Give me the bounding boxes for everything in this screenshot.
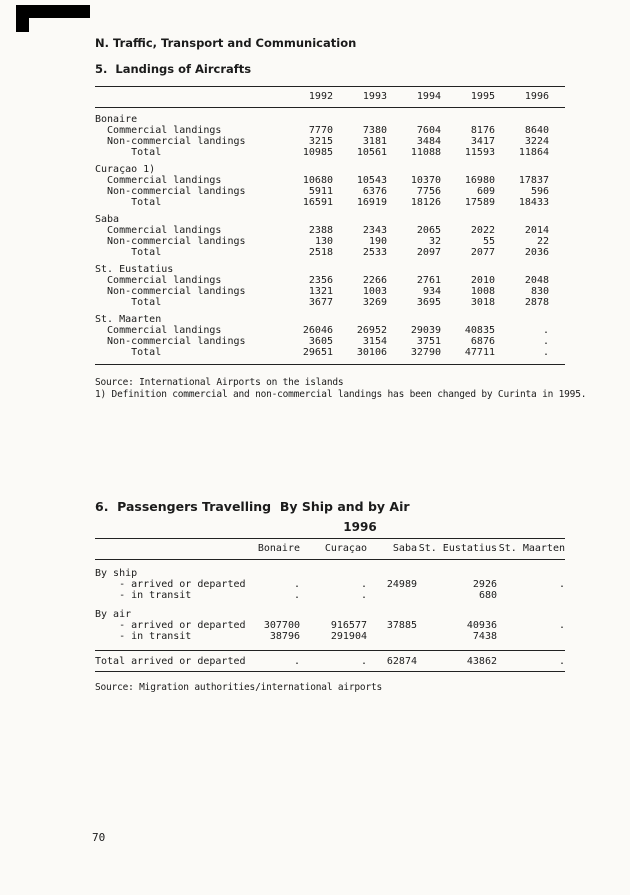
value-cell: 3751 bbox=[416, 336, 441, 347]
value-cell: 37885 bbox=[386, 620, 417, 631]
value-cell: 830 bbox=[530, 286, 549, 297]
year-header-row bbox=[95, 87, 565, 108]
total-row bbox=[95, 651, 565, 672]
value-cell: 596 bbox=[530, 186, 549, 197]
empty-header-cell bbox=[95, 539, 225, 560]
value-cell: 1003 bbox=[362, 286, 387, 297]
value-cell: 190 bbox=[368, 236, 387, 247]
value-cell: 16591 bbox=[302, 197, 333, 208]
data-row bbox=[95, 579, 565, 590]
group-label: St. Eustatius bbox=[95, 264, 174, 275]
value-cell: 7756 bbox=[416, 186, 441, 197]
column-header: Curaçao bbox=[300, 539, 367, 560]
value-cell: . bbox=[558, 579, 565, 590]
value-cell: 29039 bbox=[410, 325, 441, 336]
value-cell: 2761 bbox=[416, 275, 441, 286]
value-cell: 6876 bbox=[470, 336, 495, 347]
data-row bbox=[95, 175, 565, 186]
passengers-table bbox=[95, 538, 565, 672]
value-cell: 2036 bbox=[524, 247, 549, 258]
value-cell bbox=[497, 590, 565, 601]
value-cell: 11088 bbox=[410, 147, 441, 158]
value-cell: 934 bbox=[422, 286, 441, 297]
data-row bbox=[95, 631, 565, 651]
data-row bbox=[95, 347, 565, 365]
value-cell: 32 bbox=[428, 236, 441, 247]
group-label: Saba bbox=[95, 214, 120, 225]
value-cell: 3417 bbox=[470, 136, 495, 147]
value-cell: 7604 bbox=[416, 125, 441, 136]
data-row bbox=[95, 286, 565, 297]
year-header: 1993 bbox=[349, 87, 403, 108]
value-cell: 6376 bbox=[362, 186, 387, 197]
row-label: - arrived or departed bbox=[95, 579, 246, 590]
total-row-label: Total arrived or departed bbox=[95, 651, 225, 672]
value-cell: 32790 bbox=[410, 347, 441, 358]
value-cell: 2343 bbox=[362, 225, 387, 236]
value-cell: 3605 bbox=[308, 336, 333, 347]
value-cell: 2097 bbox=[416, 247, 441, 258]
year-header: 1992 bbox=[295, 87, 349, 108]
value-cell: 2266 bbox=[362, 275, 387, 286]
data-row bbox=[95, 297, 565, 308]
row-label: - in transit bbox=[95, 631, 192, 642]
total-cell: 43862 bbox=[417, 651, 497, 672]
value-cell: 10985 bbox=[302, 147, 333, 158]
value-cell: 10561 bbox=[356, 147, 387, 158]
value-cell: 26046 bbox=[302, 325, 333, 336]
data-row bbox=[95, 186, 565, 197]
value-cell: 3215 bbox=[308, 136, 333, 147]
section-6-source: Source: Migration authorities/international airports bbox=[95, 682, 383, 693]
value-cell: 17589 bbox=[464, 197, 495, 208]
value-cell: 5911 bbox=[308, 186, 333, 197]
row-label: Total bbox=[95, 147, 162, 158]
data-row bbox=[95, 125, 565, 136]
value-cell: 18433 bbox=[518, 197, 549, 208]
value-cell: 2010 bbox=[470, 275, 495, 286]
value-cell: 10370 bbox=[410, 175, 441, 186]
year-header: 1995 bbox=[457, 87, 511, 108]
data-row bbox=[95, 147, 565, 158]
value-cell: 3018 bbox=[470, 297, 495, 308]
value-cell: 7380 bbox=[362, 125, 387, 136]
row-label: Non-commercial landings bbox=[95, 286, 246, 297]
value-cell: 18126 bbox=[410, 197, 441, 208]
value-cell: 3695 bbox=[416, 297, 441, 308]
value-cell: 3484 bbox=[416, 136, 441, 147]
data-row bbox=[95, 197, 565, 208]
row-label: Commercial landings bbox=[95, 125, 222, 136]
value-cell: 11593 bbox=[464, 147, 495, 158]
total-cell: . bbox=[497, 651, 565, 672]
value-cell: 609 bbox=[476, 186, 495, 197]
row-label: Non-commercial landings bbox=[95, 186, 246, 197]
value-cell: . bbox=[293, 590, 300, 601]
group-label: Curaçao 1) bbox=[95, 164, 156, 175]
row-label: Non-commercial landings bbox=[95, 236, 246, 247]
value-cell: 1008 bbox=[470, 286, 495, 297]
row-label: Commercial landings bbox=[95, 225, 222, 236]
total-cell: . bbox=[225, 651, 300, 672]
value-cell: 2878 bbox=[524, 297, 549, 308]
value-cell bbox=[367, 590, 417, 601]
value-cell: 22 bbox=[536, 236, 549, 247]
value-cell: 680 bbox=[478, 590, 497, 601]
total-cell: . bbox=[300, 651, 367, 672]
data-row bbox=[95, 275, 565, 286]
value-cell: 3154 bbox=[362, 336, 387, 347]
value-cell: 1321 bbox=[308, 286, 333, 297]
value-cell: 16980 bbox=[464, 175, 495, 186]
group-label: Bonaire bbox=[95, 114, 138, 125]
value-cell: 40936 bbox=[466, 620, 497, 631]
value-cell: . bbox=[293, 579, 300, 590]
section-5-title: 5. Landings of Aircrafts bbox=[95, 62, 252, 76]
value-cell: 16919 bbox=[356, 197, 387, 208]
value-cell: 38796 bbox=[269, 631, 300, 642]
row-label: Commercial landings bbox=[95, 275, 222, 286]
data-row bbox=[95, 325, 565, 336]
value-cell: 7770 bbox=[308, 125, 333, 136]
section-5-source: Source: International Airports on the islands bbox=[95, 377, 344, 388]
value-cell: . bbox=[542, 347, 549, 358]
empty-header-cell bbox=[95, 87, 295, 108]
data-row bbox=[95, 136, 565, 147]
value-cell: . bbox=[542, 325, 549, 336]
section-6-title: 6. Passengers Travelling By Ship and by Air bbox=[95, 499, 410, 514]
value-cell: 2077 bbox=[470, 247, 495, 258]
group-header-row bbox=[95, 308, 565, 325]
value-cell: 291904 bbox=[330, 631, 367, 642]
data-row bbox=[95, 236, 565, 247]
value-cell: 29651 bbox=[302, 347, 333, 358]
landings-table bbox=[95, 86, 565, 365]
data-row bbox=[95, 336, 565, 347]
group-header-row bbox=[95, 258, 565, 275]
row-label: Non-commercial landings bbox=[95, 336, 246, 347]
row-label: Commercial landings bbox=[95, 175, 222, 186]
value-cell: 916577 bbox=[330, 620, 367, 631]
group-header-row bbox=[95, 108, 565, 126]
year-header: 1994 bbox=[403, 87, 457, 108]
value-cell: . bbox=[542, 336, 549, 347]
value-cell: 3181 bbox=[362, 136, 387, 147]
data-row bbox=[95, 247, 565, 258]
value-cell: 3269 bbox=[362, 297, 387, 308]
scan-corner-mark-vertical bbox=[16, 5, 29, 32]
column-header: St. Maarten bbox=[497, 539, 565, 560]
value-cell: 2533 bbox=[362, 247, 387, 258]
island-header-row bbox=[95, 539, 565, 560]
value-cell: 3224 bbox=[524, 136, 549, 147]
value-cell: . bbox=[360, 579, 367, 590]
value-cell: 11864 bbox=[518, 147, 549, 158]
row-label: Total bbox=[95, 347, 162, 358]
row-label: Non-commercial landings bbox=[95, 136, 246, 147]
row-label: Total bbox=[95, 247, 162, 258]
value-cell: 26952 bbox=[356, 325, 387, 336]
section-5-footnote: 1) Definition commercial and non-commercial landings has been changed by Curinta in 1995. bbox=[95, 389, 587, 400]
value-cell: . bbox=[558, 620, 565, 631]
value-cell: 3677 bbox=[308, 297, 333, 308]
value-cell bbox=[367, 631, 417, 651]
value-cell: 2065 bbox=[416, 225, 441, 236]
data-row bbox=[95, 590, 565, 601]
value-cell: 17837 bbox=[518, 175, 549, 186]
value-cell: 2022 bbox=[470, 225, 495, 236]
column-header: St. Eustatius bbox=[417, 539, 497, 560]
value-cell: 10680 bbox=[302, 175, 333, 186]
value-cell: 10543 bbox=[356, 175, 387, 186]
value-cell: 2048 bbox=[524, 275, 549, 286]
value-cell: 130 bbox=[314, 236, 333, 247]
row-label: - in transit bbox=[95, 590, 192, 601]
value-cell: 55 bbox=[482, 236, 495, 247]
value-cell: 2356 bbox=[308, 275, 333, 286]
total-cell: 62874 bbox=[367, 651, 417, 672]
group-label: By ship bbox=[95, 568, 138, 579]
column-header: Saba bbox=[367, 539, 417, 560]
group-label: St. Maarten bbox=[95, 314, 162, 325]
row-label: Total bbox=[95, 197, 162, 208]
year-header: 1996 bbox=[511, 87, 565, 108]
row-label: Commercial landings bbox=[95, 325, 222, 336]
value-cell: 2014 bbox=[524, 225, 549, 236]
group-header-row bbox=[95, 208, 565, 225]
value-cell: 2926 bbox=[472, 579, 497, 590]
chapter-title: N. Traffic, Transport and Communication bbox=[95, 36, 357, 50]
group-header-row bbox=[95, 560, 565, 580]
value-cell: 2518 bbox=[308, 247, 333, 258]
group-header-row bbox=[95, 601, 565, 620]
data-row bbox=[95, 225, 565, 236]
page-number: 70 bbox=[92, 831, 106, 844]
value-cell: 8176 bbox=[470, 125, 495, 136]
section-6-year-heading: 1996 bbox=[343, 520, 377, 534]
value-cell: 30106 bbox=[356, 347, 387, 358]
value-cell: 307700 bbox=[263, 620, 300, 631]
value-cell: 40835 bbox=[464, 325, 495, 336]
value-cell: 8640 bbox=[524, 125, 549, 136]
value-cell: 24989 bbox=[386, 579, 417, 590]
value-cell: 7438 bbox=[472, 631, 497, 642]
column-header: Bonaire bbox=[225, 539, 300, 560]
data-row bbox=[95, 620, 565, 631]
value-cell bbox=[497, 631, 565, 651]
value-cell: 47711 bbox=[464, 347, 495, 358]
value-cell: . bbox=[360, 590, 367, 601]
row-label: - arrived or departed bbox=[95, 620, 246, 631]
value-cell: 2388 bbox=[308, 225, 333, 236]
group-header-row bbox=[95, 158, 565, 175]
row-label: Total bbox=[95, 297, 162, 308]
group-label: By air bbox=[95, 609, 132, 620]
